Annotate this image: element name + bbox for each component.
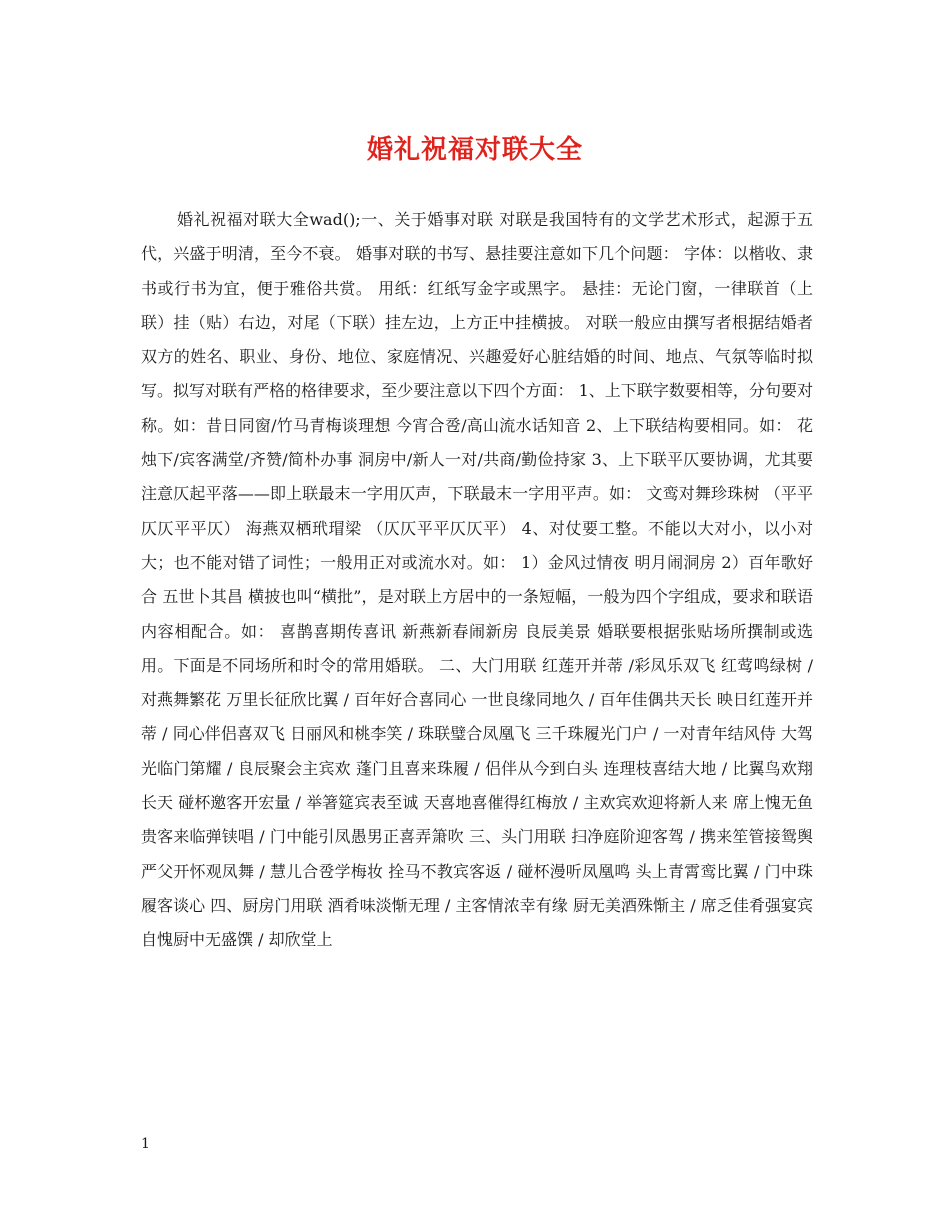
page-number: 1 <box>141 1136 150 1152</box>
document-body-paragraph: 婚礼祝福对联大全wad();一、关于婚事对联 对联是我国特有的文学艺术形式，起源于五代，兴盛于明清，至今不衰。 婚事对联的书写、悬挂要注意如下几个问题： 字体：以楷收、隶书或行书为宜，便于雅俗共赏。 用纸：红纸写金字或黑字。 悬挂：无论门窗，一律联首（上联）挂（贴）右边，对尾（下联）挂左边，上方正中挂横披。 对联一般应由撰写者根据结婚者双方的姓名、职业、身份、地位、家庭情况、兴趣爱好心脏结婚的时间、地点、气氛等临时拟写。拟写对联有严格的格律要求，至少要注意以下四个方面： 1、上下联字数要相等，分句要对称。如：昔日同窗/竹马青梅谈理想 今宵合卺/高山流水话知音 2、上下联结构要相同。如： 花烛下/宾客满堂/齐赞/简朴办事 洞房中/新人一对/共商/勤俭持家 3、上下联平仄要协调，尤其要注意仄起平落——即上联最末一字用仄声，下联最末一字用平声。如： 文鸾对舞珍珠树 （平平仄仄平平仄） 海燕双栖玳瑁梁 （仄仄平平仄仄平） 4、对仗要工整。不能以大对小，以小对大；也不能对错了词性；一般用正对或流水对。如： 1）金风过情夜 明月闹洞房 2）百年歌好合 五世卜其昌 横披也叫“横批”，是对联上方居中的一条短幅，一般为四个字组成，要求和联语内容相配合。如： 喜鹊喜期传喜讯 新燕新春闹新房 良辰美景 婚联要根据张贴场所撰制或选用。下面是不同场所和时令的常用婚联。 二、大门用联 红莲开并蒂 /彩凤乐双飞 红莺鸣绿树 /对燕舞繁花 万里长征欣比翼 / 百年好合喜同心 一世良缘同地久 / 百年佳偶共天长 映日红莲开并蒂 / 同心伴侣喜双飞 日丽风和桃李笑 / 珠联璧合凤凰飞 三千珠履光门户 / 一对青年结风侍 大驾光临门第耀 / 良辰聚会主宾欢 蓬门且喜来珠履 / 侣伴从今到白头 连理枝喜结大地 / 比翼鸟欢翔长天 碰杯邀客开宏量 / 举箸筵宾表至诚 天喜地喜催得红梅放 / 主欢宾欢迎将新人来 席上愧无鱼贵客来临弹铗唱 / 门中能引凤愚男正喜弄箫吹 三、头门用联 扫净庭阶迎客驾 / 携来笙管接鸳舆 严父开怀观凤舞 / 慧儿合卺学梅妆 拴马不教宾客返 / 碰杯漫听凤凰鸣 头上青霄鸾比翼 / 门中珠履客谈心 四、厨房门用联 酒肴味淡惭无理 / 主客情浓幸有缘 厨无美酒殊惭主 / 席乏佳肴强宴宾 自愧厨中无盛馔 / 却欣堂上 <box>141 210 813 950</box>
document-title: 婚礼祝福对联大全 <box>366 135 583 165</box>
